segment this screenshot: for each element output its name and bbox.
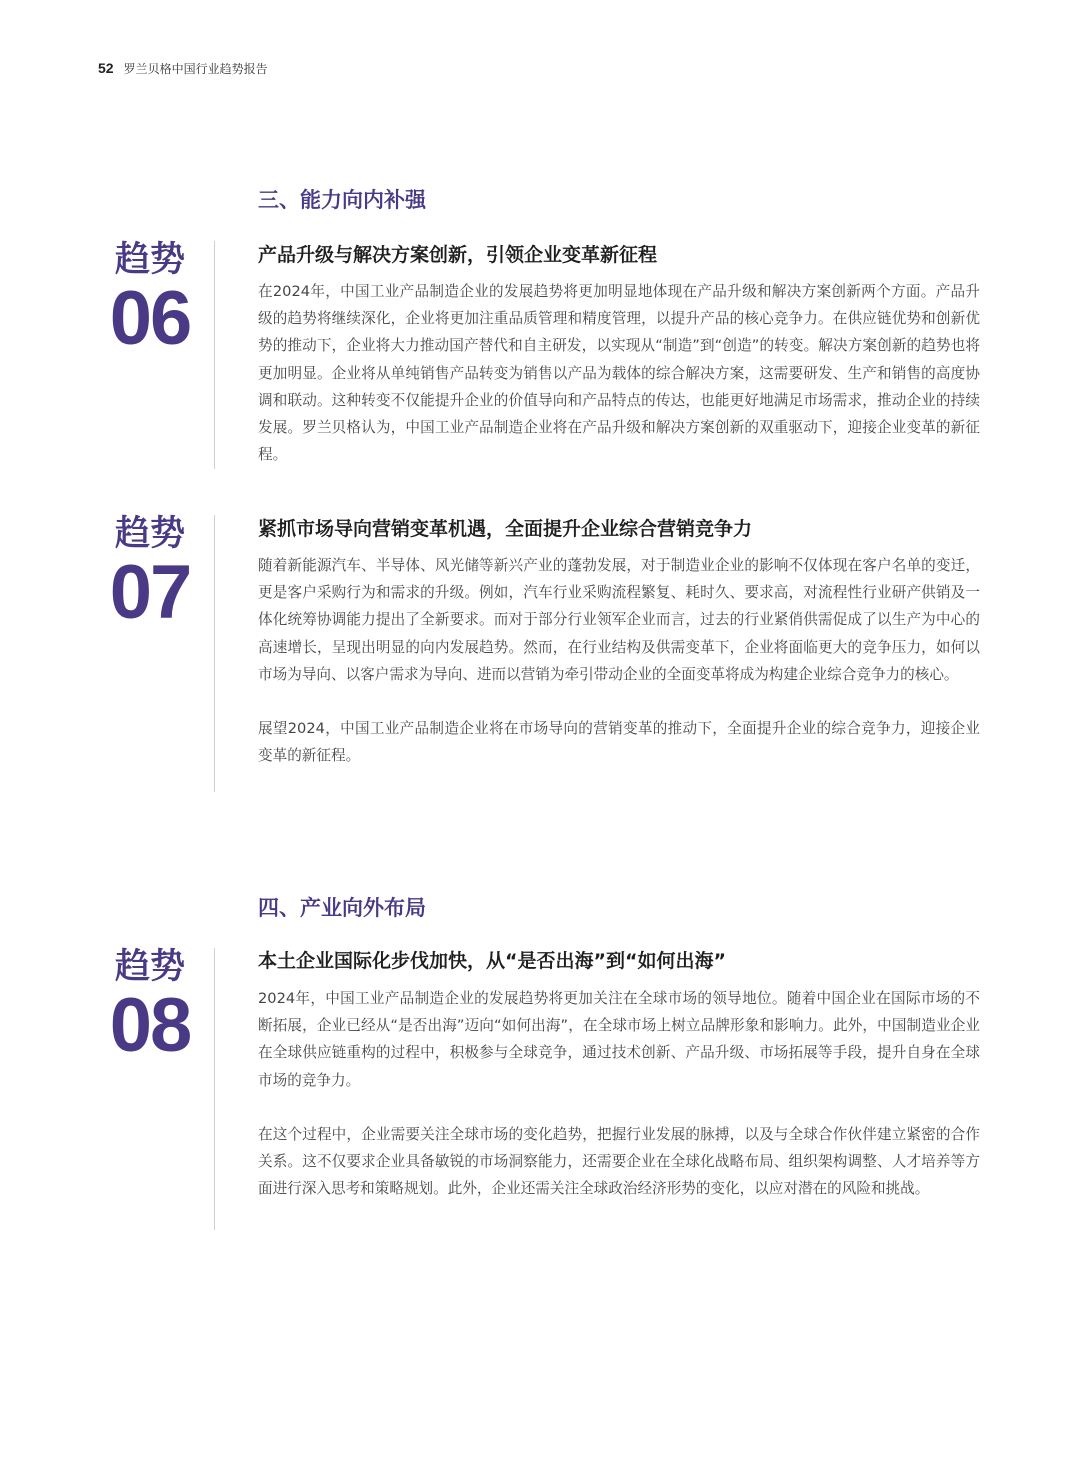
report-title: 罗兰贝格中国行业趋势报告: [123, 62, 268, 76]
trend-06-title: 产品升级与解决方案创新，引领企业变革新征程: [258, 244, 658, 266]
trend-number: 06: [109, 276, 191, 361]
page-header: [98, 60, 268, 77]
trend-word: 趋势: [114, 240, 185, 280]
trend-08-body: [258, 985, 980, 1229]
trend-07-label: [96, 514, 204, 635]
trend-08-paragraph-2: 在这个过程中，企业需要关注全球市场的变化趋势，把握行业发展的脉搏，以及与全球合作伙伴建立紧密的合作关系。这不仅要求企业具备敏锐的市场洞察能力，还需要企业在全球化战略布局、组织架构调整、人才培养等方面进行深入思考和策略规划。此外，企业还需关注全球政治经济形势的变化，以应对潜在的风险和挑战。: [258, 1125, 980, 1198]
trend-word: 趋势: [114, 514, 185, 554]
section-heading-industry: 四、产业向外布局: [258, 896, 426, 920]
trend-06-label: [96, 240, 204, 361]
trend-07-paragraph-2: 展望2024，中国工业产品制造企业将在市场导向的营销变革的推动下，全面提升企业的综合竞争力，迎接企业变革的新征程。: [258, 720, 980, 765]
trend-08-title: 本土企业国际化步伐加快，从“是否出海”到“如何出海”: [258, 950, 726, 972]
trend-word: 趋势: [114, 947, 185, 987]
trend-number: 08: [109, 983, 191, 1068]
trend-08-label: [96, 947, 204, 1068]
trend-06-paragraph-1: 在2024年，中国工业产品制造企业的发展趋势将更加明显地体现在产品升级和解决方案创新两个方面。产品升级的趋势将继续深化，企业将更加注重品质管理和精度管理，以提升产品的核心竞争力。在供应链优势和创新优势的推动下，企业将大力推动国产替代和自主研发，以实现从“制造”到“创造”的转变。解决方案创新的趋势也将更加明显。企业将从单纯销售产品转变为销售以产品为载体的综合解决方案，这需要研发、生产和销售的高度协调和联动。这种转变不仅能提升企业的价值导向和产品特点的传达，也能更好地满足市场需求，推动企业的持续发展。罗兰贝格认为，中国工业产品制造企业将在产品升级和解决方案创新的双重驱动下，迎接企业变革的新征程。: [258, 283, 980, 464]
section-heading-capability: 三、能力向内补强: [258, 188, 426, 212]
trend-08-paragraph-1: 2024年，中国工业产品制造企业的发展趋势将更加关注在全球市场的领导地位。随着中国企业在国际市场的不断拓展，企业已经从“是否出海”迈向“如何出海”，在全球市场上树立品牌形象和影响力。此外，中国制造业企业在全球供应链重构的过程中，积极参与全球竞争，通过技术创新、产品升级、市场拓展等手段，提升自身在全球市场的竞争力。: [258, 990, 980, 1089]
trend-06-body: [258, 278, 980, 495]
trend-07-body: [258, 552, 980, 796]
trend-08-divider: [214, 948, 215, 1230]
trend-07-divider: [214, 515, 215, 792]
page-number: 52: [98, 60, 114, 76]
trend-number: 07: [109, 550, 191, 635]
trend-06-divider: [214, 241, 215, 469]
trend-07-paragraph-1: 随着新能源汽车、半导体、风光储等新兴产业的蓬勃发展，对于制造业企业的影响不仅体现在客户名单的变迁，更是客户采购行为和需求的升级。例如，汽车行业采购流程繁复、耗时久、要求高，对流程性行业研产供销及一体化统筹协调能力提出了全新要求。而对于部分行业领军企业而言，过去的行业紧俏供需促成了以生产为中心的高速增长，呈现出明显的向内发展趋势。然而，在行业结构及供需变革下，企业将面临更大的竞争压力，如何以市场为导向、以客户需求为导向、进而以营销为牵引带动企业的全面变革将成为构建企业综合竞争力的核心。: [258, 557, 980, 683]
trend-07-title: 紧抓市场导向营销变革机遇，全面提升企业综合营销竞争力: [258, 518, 753, 540]
